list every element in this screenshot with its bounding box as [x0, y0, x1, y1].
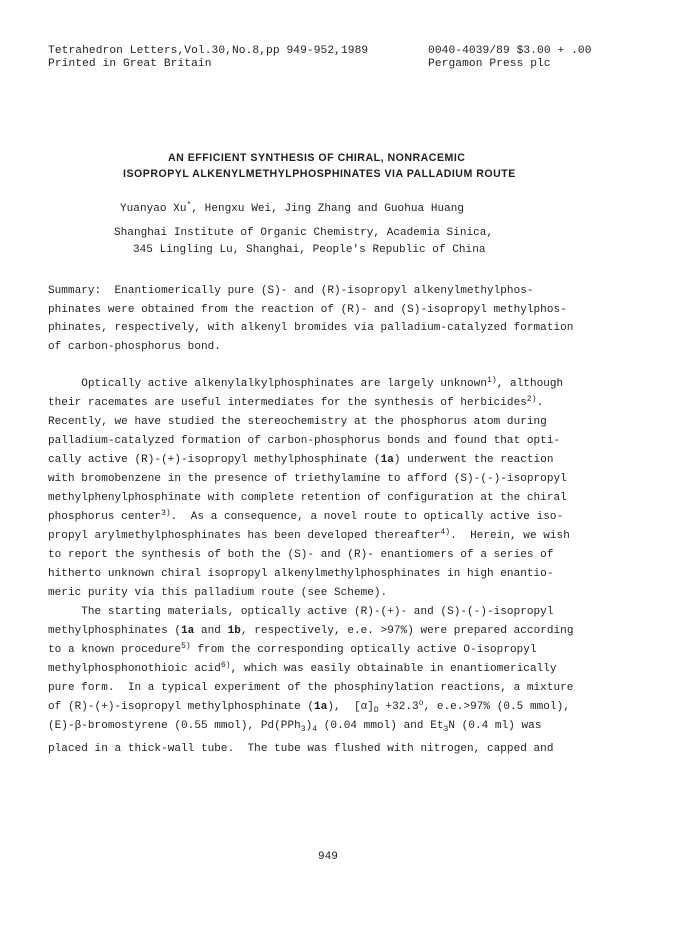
title-line-2: ISOPROPYL ALKENYLMETHYLPHOSPHINATES VIA PALLADIUM ROUTE — [123, 168, 516, 180]
authors — [120, 203, 464, 215]
summary-line: Summary: Enantiomerically pure (S)- and (R)-isopropyl alkenylmethylphos- — [48, 285, 534, 297]
body-line: with bromobenzene in the presence of triethylamine to afford (S)-(-)-isopropyl — [48, 473, 567, 485]
compound-1a: 1a — [380, 454, 394, 466]
body-line: to a known procedure$^{5)}$ from the corresponding optically active O-isopropyl — [48, 642, 537, 656]
price-code: 0040-4039/89 $3.00 + .00 — [428, 45, 592, 57]
ref-3: 3) — [161, 509, 171, 518]
body-line: placed in a thick-wall tube. The tube was flushed with nitrogen, capped and — [48, 743, 554, 755]
body-line: meric purity via this palladium route (see Scheme). — [48, 587, 388, 599]
summary-line: phinates, respectively, with alkenyl bromides via palladium-catalyzed formation — [48, 322, 574, 334]
ref-4: 4) — [440, 528, 451, 537]
body-line: phosphorus center$^{3)}$. As a consequence, a novel route to optically active iso- — [48, 509, 564, 523]
author-first: Yuanyao Xu — [120, 203, 187, 215]
page-number: 949 — [318, 851, 338, 863]
author-others: , Hengxu Wei, Jing Zhang and Guohua Huang — [191, 203, 465, 215]
ref-6: 6) — [220, 661, 231, 670]
printed-in: Printed in Great Britain — [48, 58, 212, 70]
title-line-1: AN EFFICIENT SYNTHESIS OF CHIRAL, NONRACEMIC — [168, 152, 466, 164]
body-line: methylphosphinates (1a and 1b, respectively, e.e. >97%) were prepared according — [48, 625, 574, 637]
body-line: (E)-β-bromostyrene (0.55 mmol), $Pd(PPh_3)_4$ (0.04 mmol) and $Et_3N$ (0.4 ml) was — [48, 720, 542, 734]
ref-1: 1) — [486, 376, 497, 385]
compound-1a: 1a — [314, 701, 328, 713]
body-line: of (R)-(+)-isopropyl methylphosphinate (1a), $[\alpha]_D +32.3^o$, e.e.>97% (0.5 mmol), — [48, 699, 570, 715]
corresponding-asterisk: * — [186, 201, 192, 210]
body-line: propyl arylmethylphosphinates has been developed thereafter$^{4)}$. Herein, we wish — [48, 528, 570, 542]
summary-line: phinates were obtained from the reaction of (R)- and (S)-isopropyl methylphos- — [48, 304, 567, 316]
body-line: to report the synthesis of both the (S)- and (R)- enantiomers of a series of — [48, 549, 554, 561]
compound-1a: 1a — [181, 625, 195, 637]
body-line: cally active (R)-(+)-isopropyl methylphosphinate (1a) underwent the reaction — [48, 454, 554, 466]
publisher: Pergamon Press plc — [428, 58, 551, 70]
body-line: their racemates are useful intermediates for the synthesis of herbicides$^{2)}$. — [48, 395, 544, 409]
journal-citation: Tetrahedron Letters,Vol.30,No.8,pp 949-952,1989 — [48, 45, 369, 57]
compound-1b: 1b — [227, 625, 241, 637]
body-line: The starting materials, optically active (R)-(+)- and (S)-(-)-isopropyl — [48, 606, 554, 618]
body-line: methylphosphonothioic acid$^{6)}$, which was easily obtainable in enantiomerically — [48, 661, 557, 675]
body-line: methylphenylphosphinate with complete retention of configuration at the chiral — [48, 492, 567, 504]
summary-line: of carbon-phosphorus bond. — [48, 341, 221, 353]
ref-5: 5) — [181, 642, 191, 651]
ref-2: 2) — [526, 395, 537, 404]
body-line: Recently, we have studied the stereochemistry at the phosphorus atom during — [48, 416, 547, 428]
body-line: palladium-catalyzed formation of carbon-phosphorus bonds and found that opti- — [48, 435, 561, 447]
affiliation-line-1: Shanghai Institute of Organic Chemistry, Academia Sinica, — [114, 227, 494, 239]
body-line: Optically active alkenylalkylphosphinates are largely unknown$^{1)}$, although — [48, 376, 564, 390]
body-line: pure form. In a typical experiment of the phosphinylation reactions, a mixture — [48, 682, 574, 694]
affiliation-line-2: 345 Lingling Lu, Shanghai, People's Republic of China — [133, 244, 486, 256]
body-line: hitherto unknown chiral isopropyl alkenylmethylphosphinates in high enantio- — [48, 568, 554, 580]
